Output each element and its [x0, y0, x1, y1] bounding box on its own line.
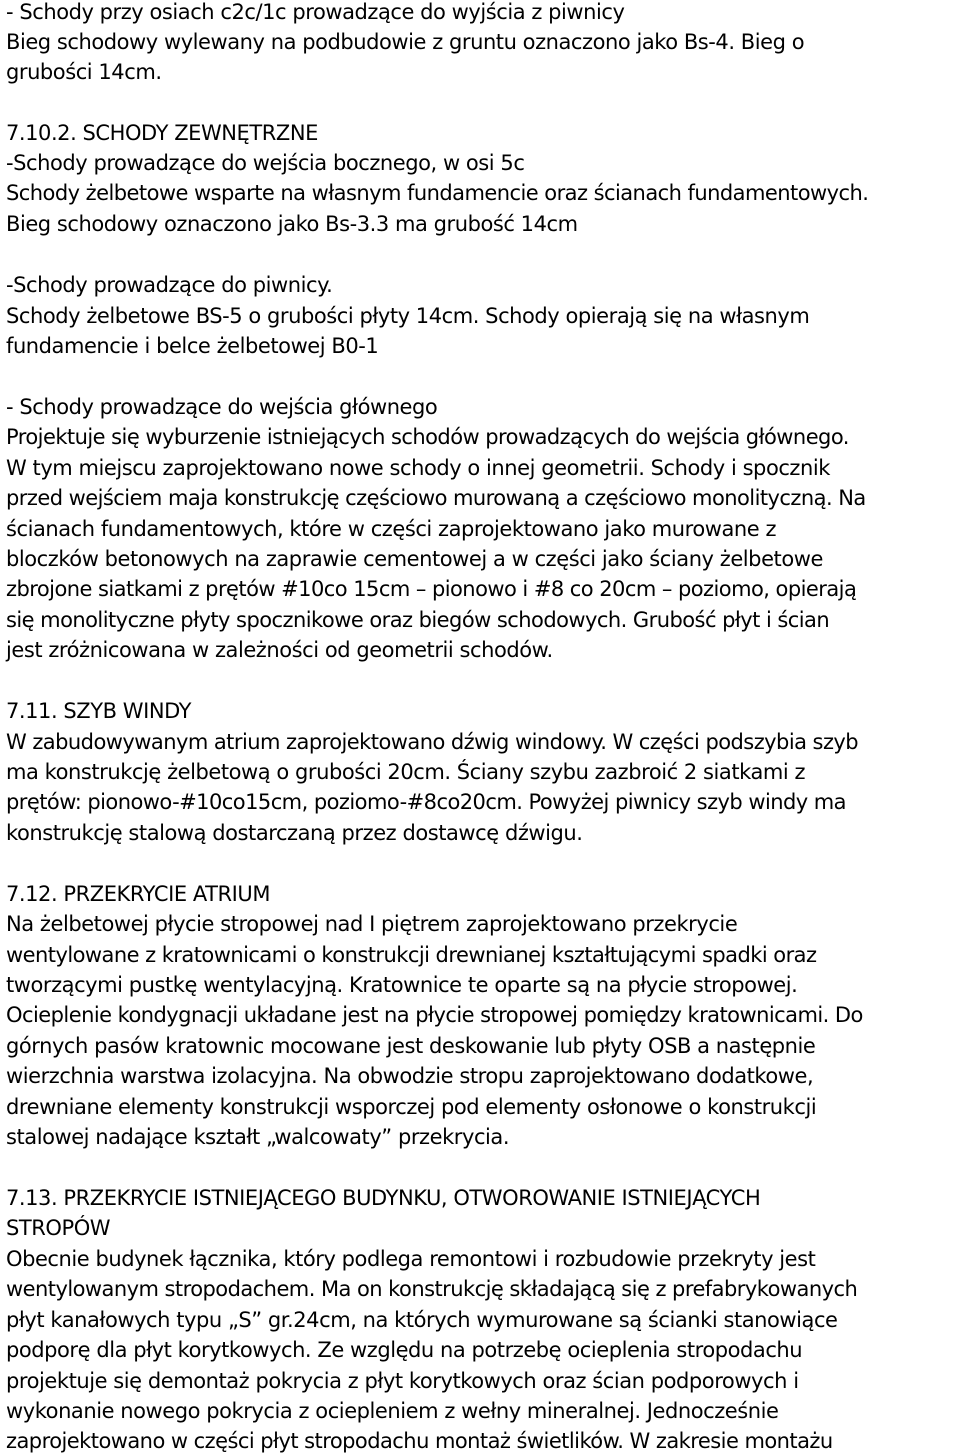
text-line: płyt kanałowych typu „S” gr.24cm, na których wymurowane są ścianki stanowiące	[6, 1308, 838, 1332]
text-line: fundamencie i belce żelbetowej B0-1	[6, 334, 379, 358]
text-line: Obecnie budynek łącznika, który podlega remontowi i rozbudowie przekryty jest	[6, 1247, 816, 1271]
text-line: Ocieplenie kondygnacji układane jest na płycie stropowej pomiędzy kratownicami. Do	[6, 1003, 863, 1027]
text-line: wierzchnia warstwa izolacyjna. Na obwodzie stropu zaprojektowano dodatkowe,	[6, 1064, 814, 1088]
text-line: - Schody przy osiach c2c/1c prowadzące do wyjścia z piwnicy	[6, 0, 625, 24]
text-line: konstrukcję stalową dostarczaną przez dostawcę dźwigu.	[6, 821, 583, 845]
text-line: W zabudowywanym atrium zaprojektowano dźwig windowy. W części podszybia szyb	[6, 730, 859, 754]
section-heading: 7.12. PRZEKRYCIE ATRIUM	[6, 882, 271, 906]
section-heading: STROPÓW	[6, 1216, 111, 1240]
text-line: przed wejściem maja konstrukcję częściowo murowaną a częściowo monolityczną. Na	[6, 486, 866, 510]
text-line: drewniane elementy konstrukcji wsporczej pod elementy osłonowe o konstrukcji	[6, 1095, 817, 1119]
text-line: Bieg schodowy wylewany na podbudowie z gruntu oznaczono jako Bs-4. Bieg o	[6, 30, 805, 54]
text-line: grubości 14cm.	[6, 60, 162, 84]
text-line: wykonanie nowego pokrycia z ociepleniem z wełny mineralnej. Jednocześnie	[6, 1399, 779, 1423]
text-line: stalowej nadające kształt „walcowaty” przekrycia.	[6, 1125, 510, 1149]
text-line: wentylowane z kratownicami o konstrukcji drewnianej kształtującymi spadki oraz	[6, 943, 817, 967]
text-line: ma konstrukcję żelbetową o grubości 20cm. Ściany szybu zazbroić 2 siatkami z	[6, 760, 806, 784]
text-line: -Schody prowadzące do piwnicy.	[6, 273, 333, 297]
text-line: tworzącymi pustkę wentylacyjną. Kratownice te oparte są na płycie stropowej.	[6, 973, 798, 997]
text-line: górnych pasów kratownic mocowane jest deskowanie lub płyty OSB a następnie	[6, 1034, 816, 1058]
text-line: bloczków betonowych na zaprawie cementowej a w części jako ściany żelbetowe	[6, 547, 823, 571]
text-line: - Schody prowadzące do wejścia głównego	[6, 395, 438, 419]
text-line: Na żelbetowej płycie stropowej nad I piętrem zaprojektowano przekrycie	[6, 912, 738, 936]
text-line: ścianach fundamentowych, które w części zaprojektowano jako murowane z	[6, 517, 777, 541]
text-line: zaprojektowano w części płyt stropodachu montaż świetlików. W zakresie montażu	[6, 1429, 833, 1453]
text-line: jest zróżnicowana w zależności od geometrii schodów.	[6, 638, 553, 662]
text-line: zbrojone siatkami z prętów #10co 15cm – pionowo i #8 co 20cm – poziomo, opierają	[6, 577, 857, 601]
section-heading: 7.11. SZYB WINDY	[6, 699, 192, 723]
section-heading: 7.10.2. SCHODY ZEWNĘTRZNE	[6, 121, 318, 145]
text-line: -Schody prowadzące do wejścia bocznego, w osi 5c	[6, 151, 525, 175]
text-line: Projektuje się wyburzenie istniejących schodów prowadzących do wejścia głównego.	[6, 425, 849, 449]
text-line: wentylowanym stropodachem. Ma on konstrukcję składającą się z prefabrykowanych	[6, 1277, 858, 1301]
text-line: prętów: pionowo-#10co15cm, poziomo-#8co20cm. Powyżej piwnicy szyb windy ma	[6, 790, 846, 814]
text-line: się monolityczne płyty spocznikowe oraz biegów schodowych. Grubość płyt i ścian	[6, 608, 830, 632]
text-line: podporę dla płyt korytkowych. Ze względu na potrzebę ocieplenia stropodachu	[6, 1338, 803, 1362]
text-line: projektuje się demontaż pokrycia z płyt korytkowych oraz ścian podporowych i	[6, 1369, 799, 1393]
text-line: Schody żelbetowe wsparte na własnym fundamencie oraz ścianach fundamentowych.	[6, 181, 869, 205]
text-line: Bieg schodowy oznaczono jako Bs-3.3 ma grubość 14cm	[6, 212, 578, 236]
section-heading: 7.13. PRZEKRYCIE ISTNIEJĄCEGO BUDYNKU, OTWOROWANIE ISTNIEJĄCYCH	[6, 1186, 761, 1210]
text-line: W tym miejscu zaprojektowano nowe schody o innej geometrii. Schody i spocznik	[6, 456, 830, 480]
text-line: Schody żelbetowe BS-5 o grubości płyty 14cm. Schody opierają się na własnym	[6, 304, 810, 328]
